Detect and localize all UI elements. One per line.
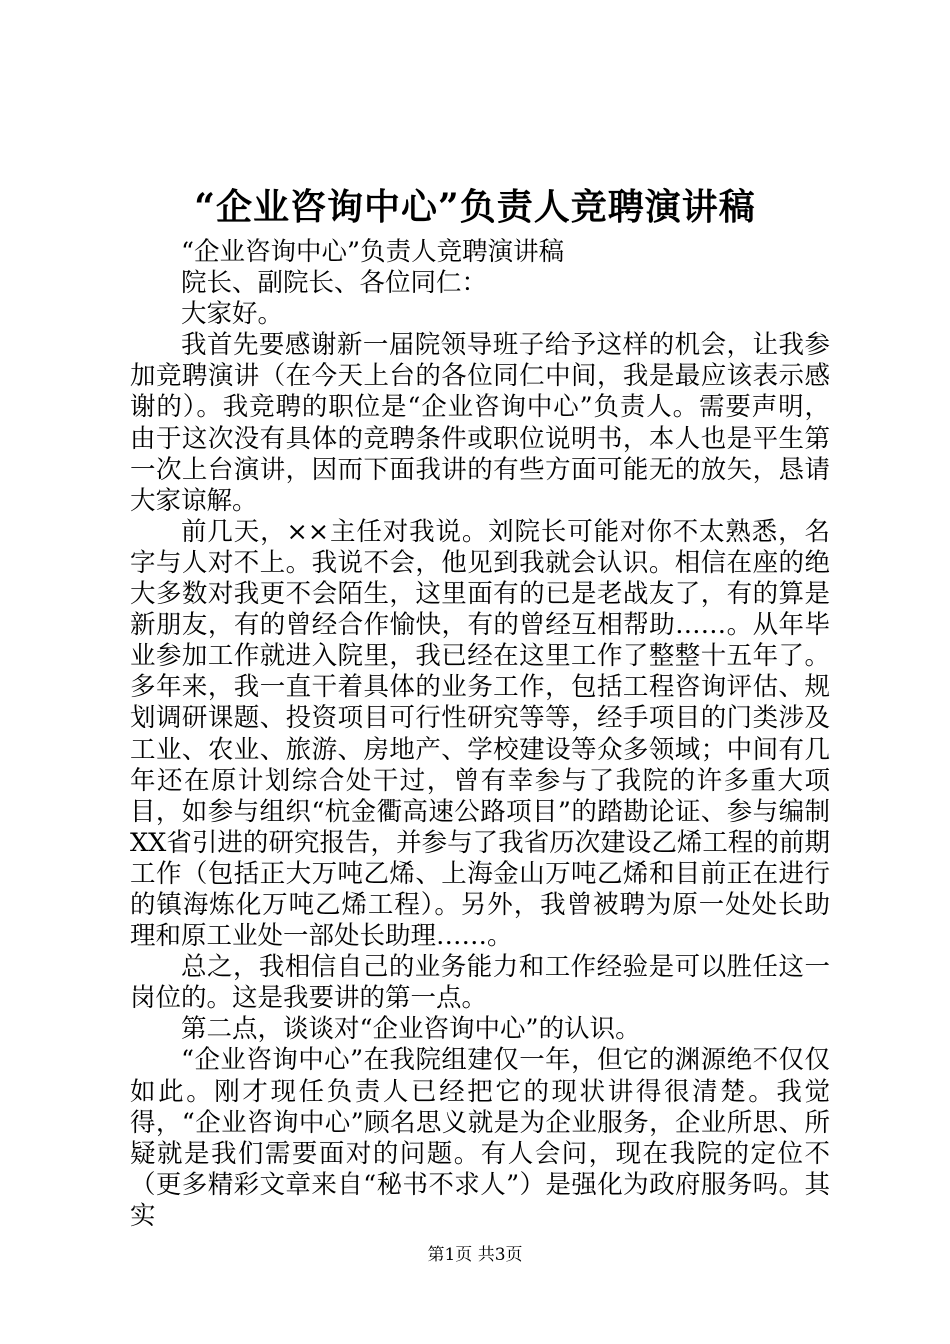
- paragraph-greeting: 大家好。: [181, 299, 284, 330]
- paragraph-center-intro: “企业咨询中心”在我院组建仅一年，但它的渊源绝不仅仅如此。刚才现任负责人已经把它的现状讲得很清楚。我觉得，“企业咨询中心”顾名思义就是为企业服务，企业所思、所疑就是我们需要面对的问题。有人会问，现在我院的定位不（更多精彩文章来自“秘书不求人”）是强化为政府服务吗。其实: [130, 1045, 830, 1231]
- page-footer: 第1页 共3页: [427, 1245, 523, 1265]
- paragraph-salutation: 院长、副院长、各位同仁：: [181, 268, 488, 299]
- paragraph-thanks: 我首先要感谢新一届院领导班子给予这样的机会，让我参加竞聘演讲（在今天上台的各位同仁中间，我是最应该表示感谢的）。我竞聘的职位是“企业咨询中心”负责人。需要声明，由于这次没有具体的竞聘条件或职位说明书，本人也是平生第一次上台演讲，因而下面我讲的有些方面可能无的放矢，恳请大家谅解。: [130, 330, 830, 516]
- document-body: [130, 237, 830, 1232]
- paragraph-subtitle: “企业咨询中心”负责人竞聘演讲稿: [181, 237, 565, 267]
- document-title: “企业咨询中心”负责人竞聘演讲稿: [194, 186, 756, 228]
- paragraph-second-point: 第二点，谈谈对“企业咨询中心”的认识。: [181, 1014, 641, 1045]
- paragraph-first-point: 总之，我相信自己的业务能力和工作经验是可以胜任这一岗位的。这是我要讲的第一点。: [130, 952, 830, 1014]
- paragraph-experience: 前几天，××主任对我说。刘院长可能对你不太熟悉，名字与人对不上。我说不会，他见到我就会认识。相信在座的绝大多数对我更不会陌生，这里面有的已是老战友了，有的算是新朋友，有的曾经合作愉快，有的曾经互相帮助……。从年毕业参加工作就进入院里，我已经在这里工作了整整十五年了。多年来，我一直干着具体的业务工作，包括工程咨询评估、规划调研课题、投资项目可行性研究等等，经手项目的门类涉及工业、农业、旅游、房地产、学校建设等众多领域；中间有几年还在原计划综合处干过，曾有幸参与了我院的许多重大项目，如参与组织“杭金衢高速公路项目”的踏勘论证、参与编制XX省引进的研究报告，并参与了我省历次建设乙烯工程的前期工作（包括正大万吨乙烯、上海金山万吨乙烯和目前正在进行的镇海炼化万吨乙烯工程）。另外，我曾被聘为原一处处长助理和原工业处一部处长助理……。: [130, 516, 830, 952]
